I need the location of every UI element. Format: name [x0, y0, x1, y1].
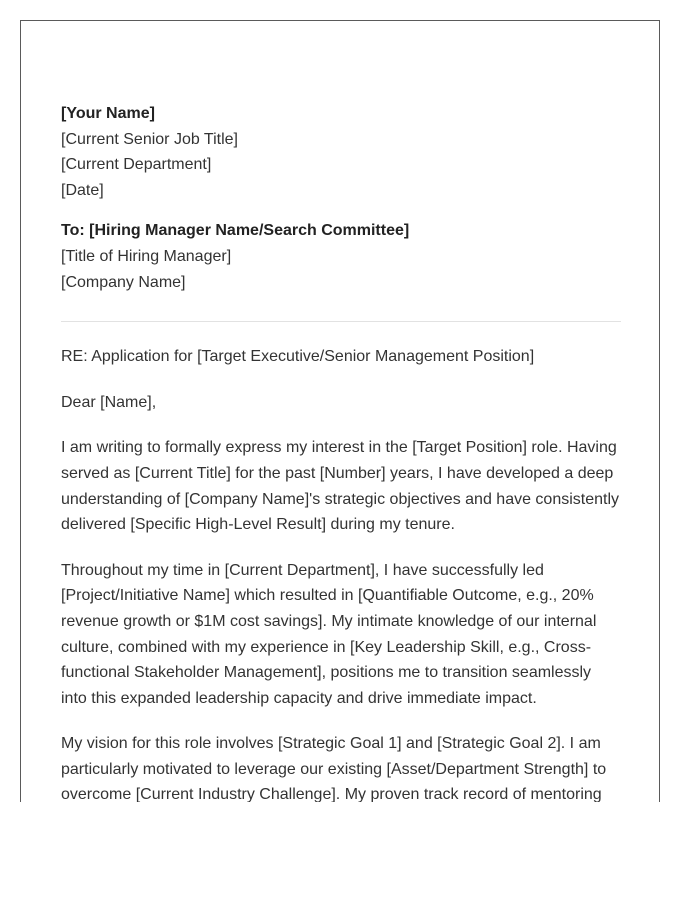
recipient-title: [Title of Hiring Manager]: [61, 247, 232, 265]
subject-line: RE: Application for [Target Executive/Senior Management Position]: [61, 348, 535, 366]
body-paragraph-3: My vision for this role involves [Strategic Goal 1] and [Strategic Goal 2]. I am particularly motivated to leverage our existing [Asset/Department Strength] to overcome [Current Industry Challenge]. My proven track record of mentoring: [61, 735, 607, 802]
letter-content: [61, 101, 621, 802]
recipient-to: To: [Hiring Manager Name/Search Committee]: [61, 222, 410, 240]
letter-page: [20, 20, 660, 802]
sender-title: [Current Senior Job Title]: [61, 130, 238, 148]
sender-name: [Your Name]: [61, 105, 155, 122]
sender-block: [61, 101, 621, 203]
sender-department: [Current Department]: [61, 156, 212, 174]
body-paragraph-2: Throughout my time in [Current Department], I have successfully led [Project/Initiative Name] which resulted in [Quantifiable Outcome, e.g., 20% revenue growth or $1M cost savings]. My intimate knowledge of our internal culture, combined with my experience in [Key Leadership Skill, e.g., Cross-functional Stakeholder Management], positions me to transition seamlessly into this expanded leadership capacity and drive immediate impact.: [61, 561, 597, 707]
body-paragraph-1: I am writing to formally express my interest in the [Target Position] role. Having served as [Current Title] for the past [Number] years, I have developed a deep understanding of [Company Name]'s strategic objectives and have consistently delivered [Specific High-Level Result] during my tenure.: [61, 439, 620, 534]
recipient-company: [Company Name]: [61, 273, 186, 291]
sender-date: [Date]: [61, 181, 104, 199]
section-divider: [61, 321, 621, 322]
recipient-block: [61, 218, 621, 295]
salutation: Dear [Name],: [61, 393, 157, 411]
